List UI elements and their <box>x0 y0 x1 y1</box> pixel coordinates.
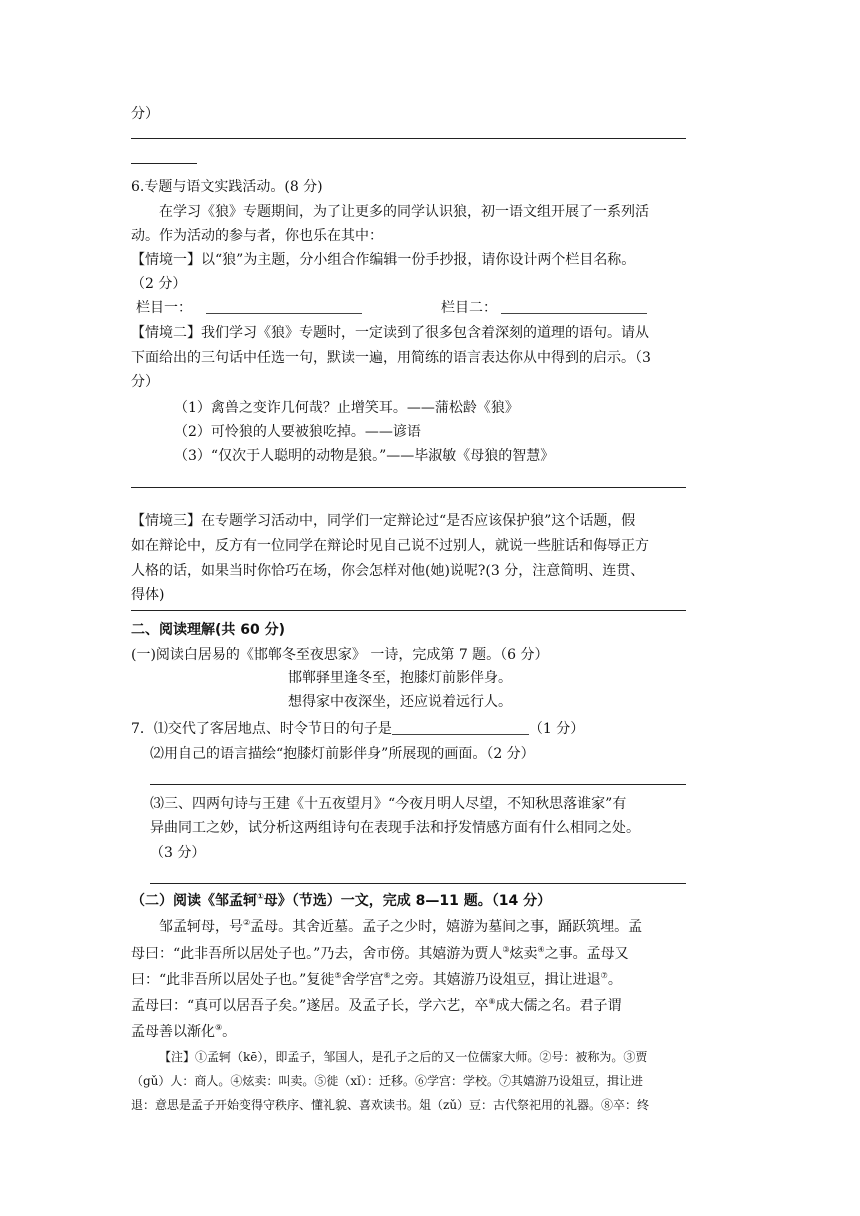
poem-line: 邯郸驿里逢冬至，抱膝灯前影伴身。 <box>288 670 512 686</box>
scenario-1-text: 【情境一】以“狼”为主题，分小组合作编辑一份手抄报，请你设计两个栏目名称。 <box>131 252 636 268</box>
question-7-3: ⑶三、四两句诗与王建《十五夜望月》“今夜月明人尽望，不知秋思落谁家”有 <box>150 796 627 812</box>
column-2-blank[interactable] <box>501 299 647 314</box>
scenario-2-text: 下面给出的三句话中任选一句，默读一遍，用简练的语言表达你从中得到的启示。（3 <box>131 350 651 366</box>
passage-line: 曰：“此非吾所以居处子也。”复徙⑤舍学宫⑥之旁。其嬉游乃设俎豆，揖让进退⑦。 <box>131 971 622 988</box>
column-2-field <box>441 298 647 318</box>
footnote-line: 【注】①孟轲（kē），即孟子，邹国人，是孔子之后的又一位儒家大师。②号：被称为。③贾 <box>159 1050 648 1064</box>
question-7-3: 异曲同工之妙，试分析这两组诗句在表现手法和抒发情感方面有什么相同之处。 <box>150 820 640 836</box>
scenario-1-score: （2 分） <box>131 276 187 292</box>
passage-line: 孟母曰：“真可以居吾子矣。”遂居。及孟子长，学六艺，卒⑧成大儒之名。君子谓 <box>131 997 622 1014</box>
scenario-3-text: 【情境三】在专题学习活动中，同学们一定辩论过“是否应该保护狼”这个话题，假 <box>131 513 636 529</box>
passage-line: 邹孟轲母，号②孟母。其舍近墓。孟子之少时，嬉游为墓间之事，踊跃筑埋。孟 <box>159 918 643 935</box>
poem-line: 想得家中夜深坐，还应说着远行人。 <box>288 694 512 710</box>
part-1-heading: (一)阅读白居易的《邯郸冬至夜思家》 一诗，完成第 7 题。（6 分） <box>131 647 549 663</box>
scenario-2-text: 分） <box>131 374 159 390</box>
continued-fragment: 分） <box>131 106 159 122</box>
answer-line[interactable] <box>131 610 686 611</box>
column-2-label: 栏目二： <box>441 300 497 316</box>
part-2-heading: （二）阅读《邹孟轲①母》（节选）一文，完成 8—11 题。（14 分） <box>131 892 552 909</box>
footnote-line: （gǔ）人：商人。④炫卖：叫卖。⑤徙（xǐ）：迁移。⑥学宫：学校。⑦其嬉游乃设俎豆，揖让进 <box>131 1074 644 1088</box>
column-1-label: 栏目一： <box>136 300 192 316</box>
question-7-3: （3 分） <box>150 845 206 861</box>
question-6-heading: 6.专题与语文实践活动。(8 分) <box>131 179 323 195</box>
answer-line[interactable] <box>131 487 686 488</box>
question-6-intro: 动。作为活动的参与者，你也乐在其中： <box>131 228 383 244</box>
column-1-blank[interactable] <box>206 299 362 314</box>
scenario-3-text: 人格的话，如果当时你恰巧在场，你会怎样对他(她)说呢?(3 分，注意简明、连贯、 <box>131 563 645 579</box>
scenario-3-text: 如在辩论中，反方有一位同学在辩论时见自己说不过别人，就说一些脏话和侮辱正方 <box>131 538 649 554</box>
quote-item: （3）“仅次于人聪明的动物是狼。”——毕淑敏《母狼的智慧》 <box>174 448 555 464</box>
question-7-2: ⑵用自己的语言描绘“抱膝灯前影伴身”所展现的画面。（2 分） <box>150 746 535 762</box>
answer-line <box>131 138 686 139</box>
footnote-line: 退：意思是孟子开始变得守秩序、懂礼貌、喜欢读书。俎（zǔ）豆：古代祭祀用的礼器。⑧卒：终 <box>131 1098 650 1112</box>
question-6-intro: 在学习《狼》专题期间，为了让更多的同学认识狼，初一语文组开展了一系列活 <box>159 204 649 220</box>
scenario-3-text: 得体) <box>131 587 165 603</box>
question-7-1-label: 7．⑴交代了客居地点、时令节日的句子是 <box>131 721 392 737</box>
quote-item: （2）可怜狼的人要被狼吃掉。——谚语 <box>174 424 421 440</box>
question-7-1-score: （1 分） <box>528 721 585 737</box>
passage-line: 母曰：“此非吾所以居处子也。”乃去，舍市傍。其嬉游为贾人③炫卖④之事。孟母又 <box>131 945 629 962</box>
question-7-1 <box>131 719 584 739</box>
passage-line: 孟母善以渐化⑨。 <box>131 1023 237 1040</box>
scenario-2-text: 【情境二】我们学习《狼》专题时，一定读到了很多包含着深刻的道理的语句。请从 <box>131 325 649 341</box>
question-7-1-blank[interactable] <box>392 720 529 735</box>
answer-line[interactable] <box>150 784 686 785</box>
answer-line <box>131 163 197 164</box>
section-2-heading: 二、阅读理解(共 60 分) <box>131 622 286 638</box>
column-1-field <box>136 298 362 318</box>
answer-line[interactable] <box>150 883 686 884</box>
quote-item: （1）禽兽之变诈几何哉？止增笑耳。——蒲松龄《狼》 <box>174 400 519 416</box>
